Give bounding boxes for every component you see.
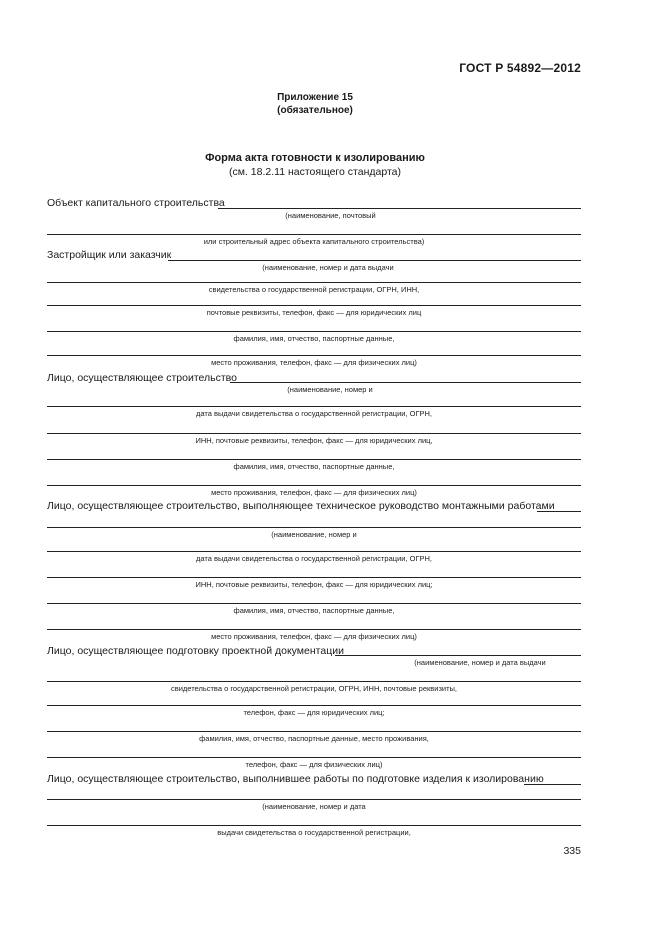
designer-hint-3: телефон, факс — для юридических лиц; — [243, 708, 385, 717]
developer-fill-line-3[interactable] — [47, 305, 581, 306]
builder-fill-line[interactable] — [230, 382, 581, 383]
appendix-status: (обязательное) — [277, 105, 353, 116]
supervisor-hint-4: фамилия, имя, отчество, паспортные данные, — [233, 606, 395, 615]
object-hint-1: (наименование, почтовый — [285, 211, 376, 220]
developer-hint-1: (наименование, номер и дата выдачи — [262, 263, 394, 272]
developer-fill-line[interactable] — [168, 260, 581, 261]
preparer-fill-line-1[interactable] — [47, 799, 581, 800]
designer-fill-line-3[interactable] — [47, 705, 581, 706]
preparer-fill-line[interactable] — [524, 784, 581, 785]
developer-fill-line-5[interactable] — [47, 355, 581, 356]
preparer-hint-1: (наименование, номер и дата — [262, 802, 366, 811]
supervisor-hint-2: дата выдачи свидетельства о государственной регистрации, ОГРН, — [195, 554, 433, 563]
object-hint-2: или строительный адрес объекта капитального строительства) — [203, 237, 425, 246]
designer-fill-line-5[interactable] — [47, 757, 581, 758]
developer-hint-3: почтовые реквизиты, телефон, факс — для юридических лиц — [206, 308, 422, 317]
developer-label: Застройщик или заказчик — [47, 249, 172, 261]
designer-fill-line[interactable] — [335, 655, 581, 656]
preparer-fill-line-2[interactable] — [47, 825, 581, 826]
builder-fill-line-5[interactable] — [47, 485, 581, 486]
supervisor-fill-line-3[interactable] — [47, 577, 581, 578]
builder-hint-3: ИНН, почтовые реквизиты, телефон, факс — для юридических лиц, — [195, 436, 433, 445]
developer-hint-5: место проживания, телефон, факс — для физических лиц) — [211, 358, 417, 367]
designer-hint-4: фамилия, имя, отчество, паспортные данные, место проживания, — [199, 734, 429, 743]
builder-fill-line-3[interactable] — [47, 433, 581, 434]
designer-fill-line-2[interactable] — [47, 681, 581, 682]
supervisor-fill-line-5[interactable] — [47, 629, 581, 630]
builder-fill-line-2[interactable] — [47, 406, 581, 407]
supervisor-hint-5: место проживания, телефон, факс — для физических лиц) — [211, 632, 417, 641]
standard-code: ГОСТ Р 54892—2012 — [459, 61, 581, 75]
appendix-heading — [0, 91, 630, 117]
designer-hint-2: свидетельства о государственной регистрации, ОГРН, ИНН, почтовые реквизиты, — [170, 684, 458, 693]
page-number: 335 — [563, 845, 581, 857]
designer-label: Лицо, осуществляющее подготовку проектной документации — [47, 645, 344, 657]
object-fill-line[interactable] — [218, 208, 581, 209]
object-label: Объект капитального строительства — [47, 197, 225, 209]
developer-hint-2: свидетельства о государственной регистрации, ОГРН, ИНН, — [208, 285, 420, 294]
form-reference: (см. 18.2.11 настоящего стандарта) — [229, 166, 401, 178]
builder-hint-2: дата выдачи свидетельства о государственной регистрации, ОГРН, — [195, 409, 433, 418]
form-title: Форма акта готовности к изолированию — [205, 152, 425, 164]
developer-fill-line-4[interactable] — [47, 331, 581, 332]
builder-fill-line-4[interactable] — [47, 459, 581, 460]
preparer-hint-2: выдачи свидетельства о государственной регистрации, — [217, 828, 411, 837]
designer-hint-1: (наименование, номер и дата выдачи — [414, 658, 546, 667]
builder-hint-5: место проживания, телефон, факс — для физических лиц) — [211, 488, 417, 497]
supervisor-fill-line-1[interactable] — [47, 527, 581, 528]
object-fill-line-2[interactable] — [47, 234, 581, 235]
supervisor-hint-1: (наименование, номер и — [271, 530, 357, 539]
supervisor-fill-line[interactable] — [537, 511, 581, 512]
designer-hint-5: телефон, факс — для физических лиц) — [245, 760, 383, 769]
developer-hint-4: фамилия, имя, отчество, паспортные данные, — [233, 334, 395, 343]
builder-label: Лицо, осуществляющее строительство — [47, 372, 237, 384]
builder-hint-1: (наименование, номер и — [287, 385, 373, 394]
developer-fill-line-2[interactable] — [47, 282, 581, 283]
supervisor-fill-line-2[interactable] — [47, 551, 581, 552]
designer-fill-line-4[interactable] — [47, 731, 581, 732]
builder-hint-4: фамилия, имя, отчество, паспортные данные, — [233, 462, 395, 471]
supervisor-hint-3: ИНН, почтовые реквизиты, телефон, факс — для юридических лиц; — [195, 580, 433, 589]
preparer-label: Лицо, осуществляющее строительство, выполнившее работы по подготовке изделия к изолированию — [47, 773, 544, 785]
supervisor-label: Лицо, осуществляющее строительство, выполняющее техническое руководство монтажными работами — [47, 500, 555, 512]
appendix-title: Приложение 15 — [277, 92, 353, 103]
supervisor-fill-line-4[interactable] — [47, 603, 581, 604]
